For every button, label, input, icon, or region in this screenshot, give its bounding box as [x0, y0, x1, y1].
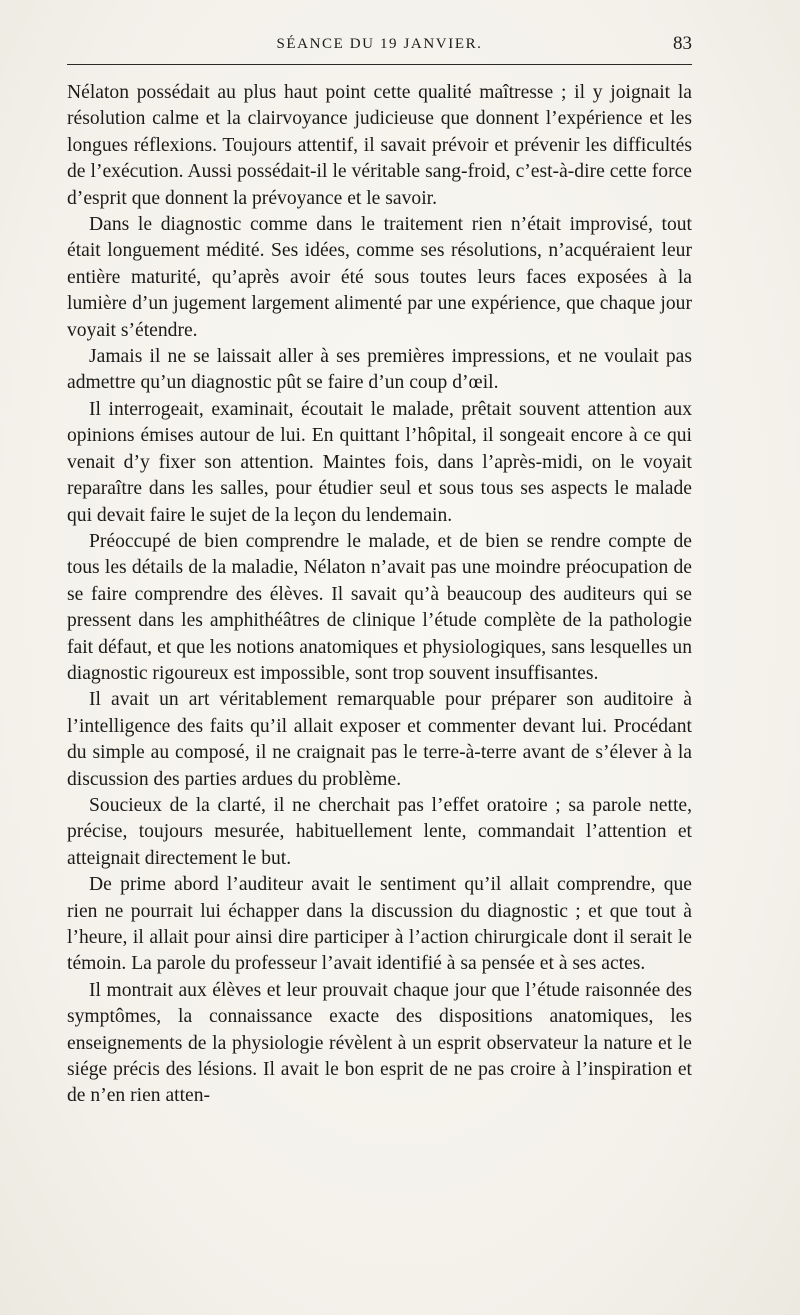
paragraph: Il avait un art véritablement remarquable pour préparer son auditoire à l’intelligence des faits qu’il allait exposer et commenter devant lui. Procédant du simple au composé, il ne craignait pas le terre-à-terre avant de s’élever à la discussion des parties ardues du problème.: [67, 689, 692, 790]
paragraph: Dans le diagnostic comme dans le traitement rien n’était improvisé, tout était longuement médité. Ses idées, comme ses résolutions, n’acquéraient leur entière maturité, qu’après avoir été sous toutes leurs faces exposées à la lumière d’un jugement largement alimenté par une expérience, que chaque jour voyait s’étendre.: [67, 214, 692, 341]
header-rule: [67, 64, 692, 65]
paragraph: Soucieux de la clarté, il ne cherchait pas l’effet oratoire ; sa parole nette, précise, toujours mesurée, habituellement lente, commandait l’attention et atteignait directement le but.: [67, 794, 692, 869]
page-header: [67, 30, 692, 58]
paragraph: Préoccupé de bien comprendre le malade, et de bien se rendre compte de tous les détails de la maladie, Nélaton n’avait pas une moindre préocupation de se faire comprendre des élèves. Il savait qu’à beaucoup des auditeurs qui se pressent dans les amphithéâtres de clinique l’étude complète de la pathologie fait défaut, et que les notions anatomiques et physiologiques, sans lesquelles un diagnostic rigoureux est impossible, sont trop souvent insuffisantes.: [67, 530, 692, 684]
page-number: 83: [673, 33, 692, 54]
running-title: SÉANCE DU 19 JANVIER.: [276, 36, 483, 52]
body-text: [67, 80, 692, 1110]
paragraph: Il interrogeait, examinait, écoutait le malade, prêtait souvent attention aux opinions émises autour de lui. En quittant l’hôpital, il songeait encore à ce qui venait d’y fixer son attention. Maintes fois, dans l’après-midi, on le voyait reparaître dans les salles, pour étudier seul et sous tous ses aspects le malade qui devait faire le sujet de la leçon du lendemain.: [67, 398, 692, 526]
paragraph: Il montrait aux élèves et leur prouvait chaque jour que l’étude raisonnée des symptômes, la connaissance exacte des dispositions anatomiques, les enseignements de la physiologie révèlent à un esprit observateur la nature et le siége précis des lésions. Il avait le bon esprit de ne pas croire à l’inspiration et de n’en rien atten-: [67, 979, 692, 1107]
paragraph: Jamais il ne se laissait aller à ses premières impressions, et ne voulait pas admettre qu’un diagnostic pût se faire d’un coup d’œil.: [67, 346, 692, 394]
paragraph: De prime abord l’auditeur avait le sentiment qu’il allait comprendre, que rien ne pourrait lui échapper dans la discussion du diagnostic ; et que tout à l’heure, il allait pour ainsi dire participer à l’action chirurgicale dont il serait le témoin. La parole du professeur l’avait identifié à sa pensée et à ses actes.: [67, 874, 692, 975]
paragraph: Nélaton possédait au plus haut point cette qualité maîtresse ; il y joignait la résolution calme et la clairvoyance judicieuse que donnent l’expérience et les longues réflexions. Toujours attentif, il savait prévoir et prévenir les difficultés de l’exécution. Aussi possédait-il le véritable sang-froid, c’est-à-dire cette force d’esprit que donnent la prévoyance et le savoir.: [67, 82, 692, 209]
